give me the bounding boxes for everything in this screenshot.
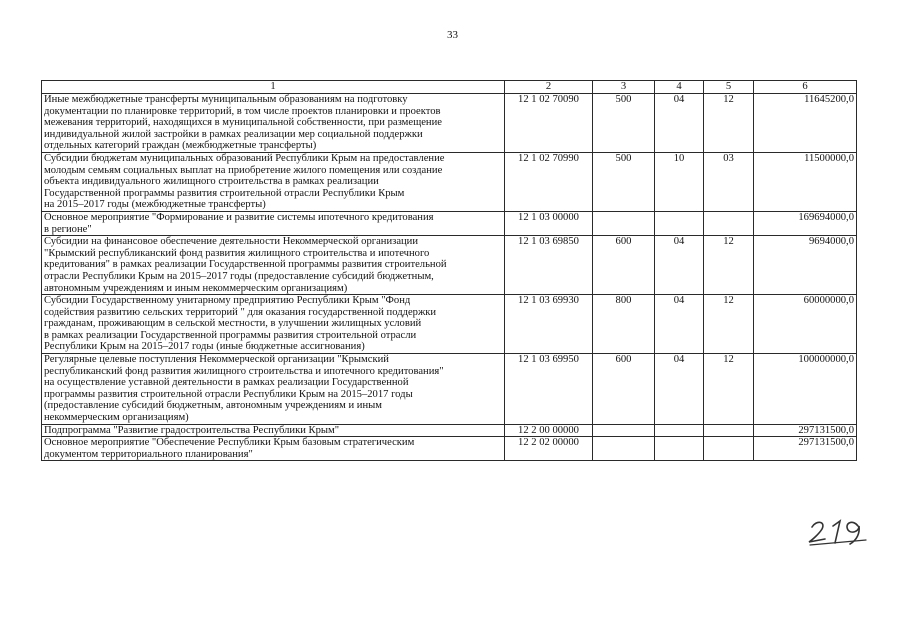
row-code: 12 2 00 00000 (505, 424, 593, 437)
table-row (42, 152, 857, 211)
row-col-3: 500 (593, 152, 655, 211)
row-col-4: 04 (655, 354, 704, 425)
table-row (42, 295, 857, 354)
description-line: Республики Крым на 2015–2017 годы (иные бюджетные ассигнования) (44, 341, 365, 353)
header-col-3: 3 (593, 81, 655, 94)
row-code: 12 1 02 70090 (505, 94, 593, 153)
row-col-4: 04 (655, 295, 704, 354)
description-line: молодым семьям социальных выплат на приобретение жилого помещения или создание (44, 164, 443, 176)
description-line: некоммерческим организациям) (44, 412, 189, 424)
row-col-3: 600 (593, 236, 655, 295)
row-description (42, 211, 505, 235)
row-code: 12 2 02 00000 (505, 437, 593, 461)
description-line: республиканский фонд развития жилищного строительства и ипотечного кредитования" (44, 365, 444, 377)
row-col-5: 03 (704, 152, 754, 211)
description-line: программы развития строительной отрасли Республики Крым на 2015–2017 годы (44, 388, 413, 400)
table-row (42, 424, 857, 437)
description-line: Субсидии Государственному унитарному предприятию Республики Крым "Фонд (44, 295, 411, 307)
table-row (42, 236, 857, 295)
row-description (42, 236, 505, 295)
row-col-5 (704, 437, 754, 461)
description-line: объекта индивидуального жилищного строительства в рамках реализации (44, 176, 379, 188)
row-col-5 (704, 211, 754, 235)
row-amount: 297131500,0 (754, 437, 857, 461)
row-col-5 (704, 424, 754, 437)
header-col-2: 2 (505, 81, 593, 94)
description-line: отрасли Республики Крым на 2015–2017 годы (предоставление субсидий бюджетным, (44, 270, 434, 282)
description-line: Иные межбюджетные трансферты муниципальным образованиям на подготовку (44, 94, 408, 105)
row-amount: 169694000,0 (754, 211, 857, 235)
row-col-3 (593, 437, 655, 461)
description-line: Субсидии бюджетам муниципальных образований Республики Крым на предоставление (44, 152, 445, 164)
row-col-4: 04 (655, 94, 704, 153)
description-line: межевания территорий, находящихся в муниципальной собственности, при размещение (44, 117, 442, 129)
page-number: 33 (447, 29, 458, 41)
row-code: 12 1 02 70990 (505, 152, 593, 211)
description-line: "Крымский республиканский фонд развития жилищного строительства и ипотечного (44, 247, 430, 259)
table-row (42, 94, 857, 153)
handwritten-number-stamp (806, 518, 870, 546)
header-col-6: 6 (754, 81, 857, 94)
description-line: (предоставление субсидий бюджетным, автономным учреждениям и иным (44, 400, 382, 412)
description-line: Государственной программы развития строительной отрасли Республики Крым (44, 187, 405, 199)
description-line: отдельных категорий граждан (межбюджетные трансферты) (44, 140, 317, 152)
row-description (42, 424, 505, 437)
description-line: Регулярные целевые поступления Некоммерческой организации "Крымский (44, 354, 389, 366)
row-code: 12 1 03 69950 (505, 354, 593, 425)
row-code: 12 1 03 00000 (505, 211, 593, 235)
description-line: кредитования" в рамках реализации Государственной программы развития строительной (44, 259, 447, 271)
row-description (42, 94, 505, 153)
description-line: документации по планировке территорий, в том числе проектов планировки и проектов (44, 105, 441, 117)
row-code: 12 1 03 69930 (505, 295, 593, 354)
header-col-4: 4 (655, 81, 704, 94)
row-col-4 (655, 437, 704, 461)
row-description (42, 295, 505, 354)
description-line: содействия развитию сельских территорий " для оказания государственной поддержки (44, 306, 437, 318)
row-col-3: 600 (593, 354, 655, 425)
row-col-3 (593, 424, 655, 437)
row-col-3: 800 (593, 295, 655, 354)
description-line: Основное мероприятие "Обеспечение Республики Крым базовым стратегическим (44, 437, 415, 449)
row-code: 12 1 03 69850 (505, 236, 593, 295)
description-line: в рамках реализации Государственной программы развития строительной отрасли (44, 329, 417, 341)
description-line: автономным учреждениям и иным некоммерческим организациям) (44, 282, 348, 294)
row-col-3: 500 (593, 94, 655, 153)
row-amount: 11500000,0 (754, 152, 857, 211)
row-amount: 60000000,0 (754, 295, 857, 354)
description-line: Субсидии на финансовое обеспечение деятельности Некоммерческой организации (44, 236, 419, 248)
header-col-1: 1 (42, 81, 505, 94)
row-col-4: 04 (655, 236, 704, 295)
row-col-4 (655, 211, 704, 235)
row-description (42, 152, 505, 211)
row-col-5: 12 (704, 236, 754, 295)
row-description (42, 437, 505, 461)
table-row (42, 354, 857, 425)
row-amount: 100000000,0 (754, 354, 857, 425)
row-amount: 297131500,0 (754, 424, 857, 437)
description-line: на осуществление уставной деятельности в рамках реализации Государственной (44, 377, 409, 389)
header-col-5: 5 (704, 81, 754, 94)
description-line: в регионе" (44, 223, 92, 235)
row-col-5: 12 (704, 295, 754, 354)
description-line: документом территориального планирования" (44, 448, 253, 460)
description-line: индивидуальной жилой застройки в рамках реализации мер социальной поддержки (44, 128, 423, 140)
description-line: гражданам, проживающим в сельской местности, в улучшении жилищных условий (44, 318, 422, 330)
row-amount: 11645200,0 (754, 94, 857, 153)
row-col-5: 12 (704, 354, 754, 425)
description-line: Подпрограмма "Развитие градостроительства Республики Крым" (44, 424, 340, 436)
row-col-3 (593, 211, 655, 235)
row-description (42, 354, 505, 425)
table-row (42, 211, 857, 235)
description-line: на 2015–2017 годы (межбюджетные трансферты) (44, 199, 266, 211)
row-col-4 (655, 424, 704, 437)
row-col-4: 10 (655, 152, 704, 211)
description-line: Основное мероприятие "Формирование и развитие системы ипотечного кредитования (44, 211, 434, 223)
row-col-5: 12 (704, 94, 754, 153)
budget-table (41, 80, 857, 461)
row-amount: 9694000,0 (754, 236, 857, 295)
table-row (42, 437, 857, 461)
header-row (42, 81, 857, 94)
